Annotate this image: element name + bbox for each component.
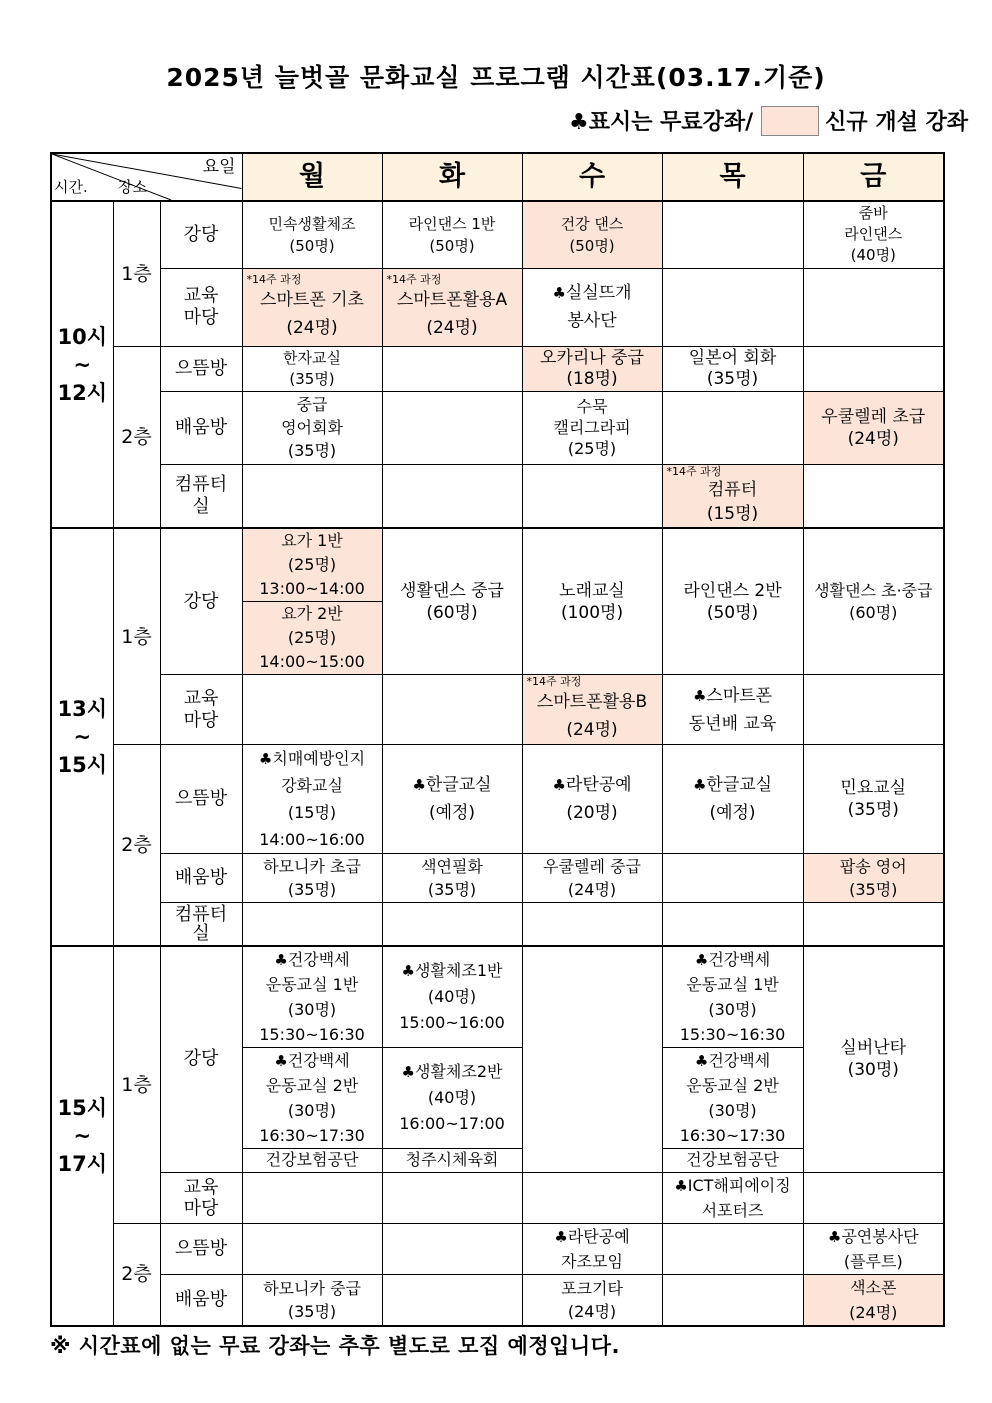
empty-cell [803,464,944,528]
class-cell: 포크기타 (24명) [522,1274,662,1326]
class-text: 라탄공예 자조모임 [561,1226,630,1271]
class-cell [662,464,803,528]
empty-cell [662,903,803,946]
class-text: 한글교실 (예정) [706,775,773,823]
legend [569,105,968,136]
class-cell [522,745,662,854]
class-cell: 오카리나 중급 (18명) [522,346,662,391]
room-computer: 컴퓨터 실 [160,903,242,946]
free-club-icon [693,687,706,705]
free-club-icon [402,962,415,980]
day-mon: 월 [242,153,382,201]
empty-cell [242,1223,382,1274]
header-day-label: 요일 [202,157,236,177]
class-cell: 생활댄스 초·중급 (60명) [803,528,944,675]
class-text: 스마트폰 동년배 교육 [688,685,777,734]
empty-cell [662,268,803,346]
class-cell [242,268,382,346]
day-fri: 금 [803,153,944,201]
free-club-icon [693,776,706,794]
class-cell [382,1047,522,1148]
room-gyoyuk: 교육 마당 [160,675,242,745]
class-cell [382,745,522,854]
class-text: 생활체조1반 (40명) 15:00~16:00 [399,960,505,1032]
class-cell: 청주시체육회 [382,1148,522,1172]
class-cell: 민속생활체조 (50명) [242,201,382,268]
header-place-label: 장소 [118,178,147,196]
timetable [50,152,945,1327]
corner-header [51,153,242,201]
free-club-icon [259,750,272,768]
class-text: 건강백세 운동교실 2반 (30명) 16:30~17:30 [679,1050,786,1145]
room-baeum: 배움방 [160,391,242,464]
empty-cell [242,464,382,528]
empty-cell [242,903,382,946]
empty-cell [662,1223,803,1274]
empty-cell [662,854,803,903]
time-slot-10-12: 10시 ~ 12시 [51,201,113,528]
class-cell [662,745,803,854]
empty-cell [803,675,944,745]
floor-2: 2층 [113,745,160,946]
free-club-icon [828,1228,841,1246]
free-club-icon [402,1063,415,1081]
class-text: 한글교실 (예정) [425,775,492,823]
class-cell: 하모니카 초급 (35명) [242,854,382,903]
floor-1: 1층 [113,201,160,346]
free-club-icon [274,1052,287,1070]
empty-cell [382,391,522,464]
class-cell: 색소폰 (24명) [803,1274,944,1326]
class-text: ICT해피에이징 서포터즈 [687,1175,791,1220]
free-club-icon [674,1177,687,1195]
class-text: 건강백세 운동교실 1반 (30명) 15:30~16:30 [259,949,365,1044]
course-note: *14주 과정 [246,272,302,286]
class-cell [242,946,382,1048]
floor-2: 2층 [113,1223,160,1326]
class-cell [242,1047,382,1148]
room-gangdang: 강당 [160,946,242,1173]
new-course-legend: 신규 개설 강좌 [825,110,968,135]
class-cell [662,1172,803,1223]
footnote: ※ 시간표에 없는 무료 강좌는 추후 별도로 모집 예정입니다. [50,1334,620,1358]
day-thu: 목 [662,153,803,201]
floor-2: 2층 [113,346,160,528]
class-cell: 민요교실 (35명) [803,745,944,854]
course-note: *14주 과정 [526,675,582,688]
empty-cell [803,268,944,346]
class-text: 컴퓨터 (15명) [706,480,759,525]
empty-cell [803,1172,944,1223]
class-cell [382,268,522,346]
day-tue: 화 [382,153,522,201]
class-cell [662,675,803,745]
class-cell: 일본어 회화 (35명) [662,346,803,391]
empty-cell [382,346,522,391]
class-text: 공연봉사단 (플루트) [841,1226,919,1271]
empty-cell [382,675,522,745]
day-wed: 수 [522,153,662,201]
class-cell: 건강보험공단 [662,1148,803,1172]
class-cell: 색연필화 (35명) [382,854,522,903]
room-gyoyuk: 교육 마당 [160,1172,242,1223]
room-computer: 컴퓨터 실 [160,464,242,528]
new-course-swatch [761,106,819,136]
class-cell: 요가 2반 (25명) 14:00~15:00 [242,602,382,675]
class-cell [382,946,522,1048]
room-gangdang: 강당 [160,201,242,268]
class-text: 건강백세 운동교실 1반 (30명) 15:30~16:30 [679,949,786,1044]
empty-cell [382,464,522,528]
course-note: *14주 과정 [666,465,722,479]
free-club-icon [412,776,425,794]
class-cell: 중급 영어회화 (35명) [242,391,382,464]
empty-cell [662,391,803,464]
empty-cell [382,1223,522,1274]
class-cell: 실버난타 (30명) [803,946,944,1173]
class-cell: 라인댄스 1반 (50명) [382,201,522,268]
class-cell: 생활댄스 중급 (60명) [382,528,522,675]
empty-cell [803,903,944,946]
floor-1: 1층 [113,528,160,745]
empty-cell [662,201,803,268]
class-text: 스마트폰활용B (24명) [536,692,648,740]
empty-cell [522,946,662,1173]
free-club-icon [695,951,708,969]
empty-cell [522,1172,662,1223]
room-baeum: 배움방 [160,1274,242,1326]
room-gyoyuk: 교육 마당 [160,268,242,346]
empty-cell [662,1274,803,1326]
empty-cell [522,903,662,946]
class-cell [522,268,662,346]
class-cell: 줌바 라인댄스 (40명) [803,201,944,268]
page-title: 2025년 늘벗골 문화교실 프로그램 시간표(03.17.기준) [166,63,826,92]
class-cell: 한자교실 (35명) [242,346,382,391]
empty-cell [803,346,944,391]
room-eutteum: 으뜸방 [160,346,242,391]
class-cell [803,1223,944,1274]
class-text: 라탄공예 (20명) [565,775,632,823]
class-cell: 수묵 캘리그라피 (25명) [522,391,662,464]
class-cell: 라인댄스 2반 (50명) [662,528,803,675]
free-club-icon [274,951,287,969]
class-cell: 건강보험공단 [242,1148,382,1172]
header-time-label: 시간. [54,178,88,196]
empty-cell [242,675,382,745]
class-cell: 하모니카 중급 (35명) [242,1274,382,1326]
class-text: 생활체조2반 (40명) 16:00~17:00 [399,1061,505,1133]
empty-cell [382,903,522,946]
course-note: *14주 과정 [386,272,442,286]
time-slot-15-17: 15시 ~ 17시 [51,946,113,1326]
free-club-icon [552,284,565,302]
class-cell [662,1047,803,1148]
class-cell: 팝송 영어 (35명) [803,854,944,903]
class-cell: 건강 댄스 (50명) [522,201,662,268]
class-cell [522,1223,662,1274]
class-text: 건강백세 운동교실 2반 (30명) 16:30~17:30 [259,1050,365,1145]
floor-1: 1층 [113,946,160,1224]
class-cell: 우쿨렐레 중급 (24명) [522,854,662,903]
class-text: 실실뜨개 봉사단 [565,283,632,331]
class-cell [662,946,803,1048]
class-cell: 요가 1반 (25명) 13:00~14:00 [242,528,382,602]
class-text: 치매예방인지 강화교실 (15명) 14:00~16:00 [259,749,366,849]
empty-cell [242,1172,382,1223]
class-text: 스마트폰활용A (24명) [396,289,508,338]
free-course-legend: ♣표시는 무료강좌/ [568,110,754,135]
room-eutteum: 으뜸방 [160,745,242,854]
room-gangdang: 강당 [160,528,242,675]
empty-cell [382,1274,522,1326]
class-cell: 우쿨렐레 초급 (24명) [803,391,944,464]
class-cell [522,675,662,745]
room-baeum: 배움방 [160,854,242,903]
free-club-icon [695,1052,708,1070]
empty-cell [522,464,662,528]
time-slot-13-15: 13시 ~ 15시 [51,528,113,946]
room-eutteum: 으뜸방 [160,1223,242,1274]
empty-cell [382,1172,522,1223]
class-text: 스마트폰 기초 (24명) [260,289,364,338]
class-cell [242,745,382,854]
free-club-icon [552,776,565,794]
class-cell: 노래교실 (100명) [522,528,662,675]
free-club-icon [554,1228,567,1246]
